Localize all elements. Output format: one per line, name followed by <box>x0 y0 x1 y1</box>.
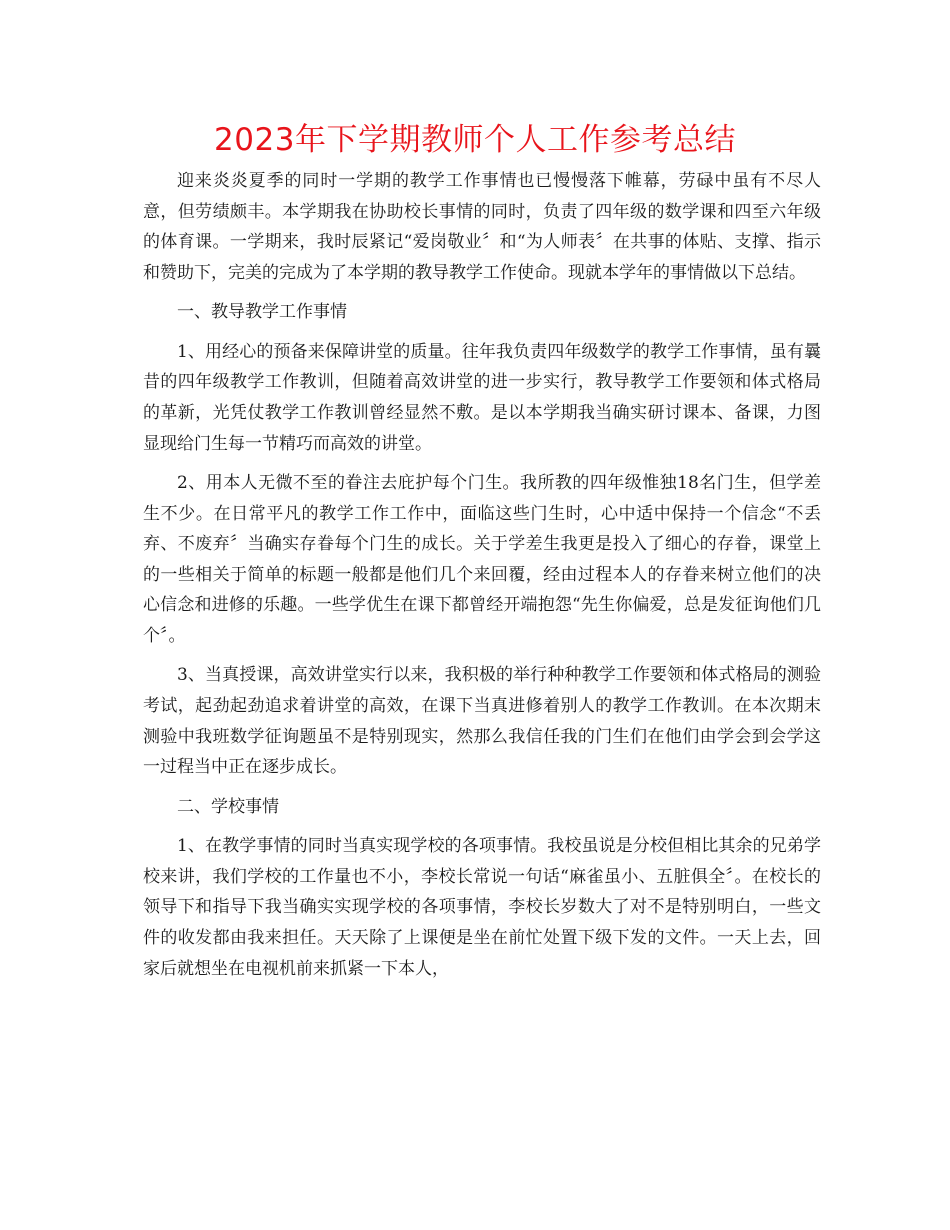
paragraph-intro: 迎来炎炎夏季的同时一学期的教学工作事情也已慢慢落下帷幕，劳碌中虽有不尽人意，但劳绩颇丰。本学期我在协助校长事情的同时，负责了四年级的数学课和四至六年级的体育课。一学期来，我时辰紧记“爱岗敬业〞和“为人师表〞在共事的体贴、支撑、指示和赞助下，完美的完成为了本学期的教导教学工作使命。现就本学年的事情做以下总结。 <box>143 171 821 283</box>
section-heading-school: 二、学校事情 <box>177 796 279 817</box>
paragraph-item-1: 1、用经心的预备来保障讲堂的质量。往年我负责四年级数学的教学工作事情，虽有曩昔的四年级教学工作教训，但随着高效讲堂的进一步实行，教导教学工作要领和体式格局的革新，光凭仗教学工作教训曾经显然不敷。是以本学期我当确实研讨课本、备课，力图显现给门生每一节精巧而高效的讲堂。 <box>143 341 821 454</box>
paragraph-item-3: 3、当真授课，高效讲堂实行以来，我积极的举行种种教学工作要领和体式格局的测验考试，起劲起劲追求着讲堂的高效，在课下当真进修着别人的教学工作教训。在本次期末测验中我班数学征询题虽不是特别现实，然那么我信任我的门生们在他们由学会到会学这一过程当中正在逐步成长。 <box>143 665 821 778</box>
section-heading-teaching: 一、教导教学工作事情 <box>177 302 347 323</box>
paragraph-item-2: 2、用本人无微不至的眷注去庇护每个门生。我所教的四年级惟独18名门生，但学差生不少。在日常平凡的教学工作工作中，面临这些门生时，心中适中保持一个信念“不丢弃、不废弃〞当确实存眷每个门生的成长。关于学差生我更是投入了细心的存眷，课堂上的一些相关于简单的标题一般都是他们几个来回覆，经由过程本人的存眷来树立他们的决心信念和进修的乐趣。一些学优生在课下都曾经开端抱怨“先生你偏爱，总是发征询他们几个〞。 <box>143 473 821 646</box>
document-body <box>143 166 821 984</box>
paragraph-school-item-1: 1、在教学事情的同时当真实现学校的各项事情。我校虽说是分校但相比其余的兄弟学校来讲，我们学校的工作量也不小，李校长常说一句话“麻雀虽小、五脏俱全〞。在校长的领导下和指导下我当确实实现学校的各项事情，李校长岁数大了对不是特别明白，一些文件的收发都由我来担任。天天除了上课便是坐在前忙处置下级下发的文件。一天上去，回家后就想坐在电视机前来抓紧一下本人， <box>143 836 821 979</box>
document-title: 2023年下学期教师个人工作参考总结 <box>214 122 736 158</box>
